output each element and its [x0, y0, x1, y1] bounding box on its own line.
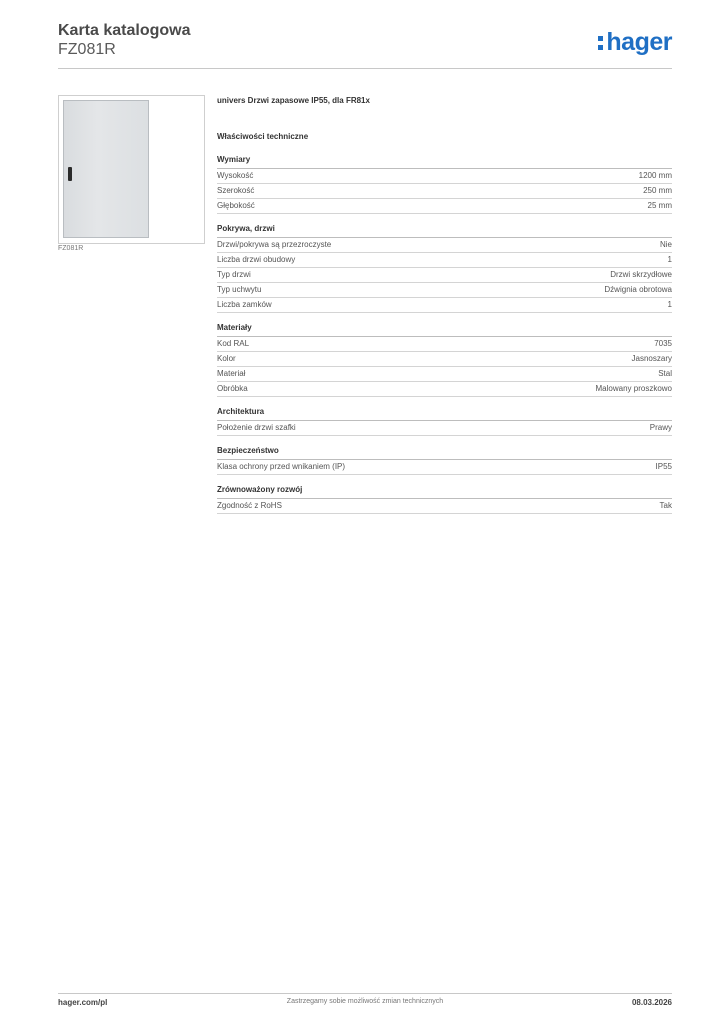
spec-row: [217, 283, 672, 298]
spec-section: [217, 406, 672, 436]
spec-row: [217, 238, 672, 253]
logo-text: hager: [606, 28, 672, 56]
spec-value: Tak: [659, 501, 672, 510]
section-title: Materiały: [217, 322, 672, 337]
spec-value: 1: [667, 255, 672, 264]
spec-row: [217, 184, 672, 199]
spec-sections: [217, 154, 672, 514]
spec-label: Obróbka: [217, 384, 248, 393]
spec-value: 1: [667, 300, 672, 309]
header-divider: [58, 68, 672, 69]
footer-divider: [58, 993, 672, 994]
spec-row: [217, 382, 672, 397]
spec-row: [217, 337, 672, 352]
spec-value: Prawy: [649, 423, 672, 432]
spec-row: [217, 253, 672, 268]
spec-value: Malowany proszkowo: [595, 384, 672, 393]
technical-content: [217, 95, 672, 523]
logo-dots-icon: [598, 33, 604, 51]
hager-logo: [598, 28, 672, 57]
spec-value: Stal: [658, 369, 672, 378]
product-description: univers Drzwi zapasowe IP55, dla FR81x: [217, 96, 370, 105]
spec-row: [217, 499, 672, 514]
spec-label: Typ uchwytu: [217, 285, 262, 294]
spec-label: Liczba drzwi obudowy: [217, 255, 296, 264]
spec-value: 25 mm: [647, 201, 672, 210]
spec-label: Drzwi/pokrywa są przezroczyste: [217, 240, 332, 249]
spec-section: [217, 154, 672, 214]
spec-row: [217, 169, 672, 184]
spec-row: [217, 268, 672, 283]
spec-value: Drzwi skrzydłowe: [610, 270, 672, 279]
section-title: Bezpieczeństwo: [217, 445, 672, 460]
spec-label: Wysokość: [217, 171, 254, 180]
spec-row: [217, 199, 672, 214]
page-header: [58, 20, 672, 70]
document-title: Karta katalogowa: [58, 22, 191, 39]
product-code: FZ081R: [58, 41, 116, 58]
spec-value: Jasnoszary: [631, 354, 672, 363]
spec-section: [217, 484, 672, 514]
spec-value: 7035: [654, 339, 672, 348]
spec-label: Typ drzwi: [217, 270, 251, 279]
spec-label: Klasa ochrony przed wnikaniem (IP): [217, 462, 346, 471]
footer-website-link[interactable]: hager.com/pl: [58, 998, 108, 1007]
spec-section: [217, 445, 672, 475]
product-image: [58, 95, 205, 244]
section-title: Zrównoważony rozwój: [217, 484, 672, 499]
spec-label: Położenie drzwi szafki: [217, 423, 296, 432]
section-title: Architektura: [217, 406, 672, 421]
spec-section: [217, 322, 672, 397]
spec-value: IP55: [655, 462, 672, 471]
spec-label: Zgodność z RoHS: [217, 501, 282, 510]
door-handle-icon: [68, 167, 72, 181]
spec-row: [217, 460, 672, 475]
spec-value: Nie: [659, 240, 672, 249]
spec-value: 1200 mm: [638, 171, 672, 180]
spec-value: Dźwignia obrotowa: [604, 285, 672, 294]
footer-disclaimer: Zastrzegamy sobie możliwość zmian technicznych: [286, 998, 444, 1005]
spec-section: [217, 223, 672, 313]
door-panel-icon: [63, 100, 149, 238]
section-title: Pokrywa, drzwi: [217, 223, 672, 238]
spec-value: 250 mm: [643, 186, 672, 195]
spec-label: Liczba zamków: [217, 300, 272, 309]
spec-label: Materiał: [217, 369, 246, 378]
spec-label: Głębokość: [217, 201, 255, 210]
spec-row: [217, 367, 672, 382]
technical-properties-title: Właściwości techniczne: [217, 132, 309, 141]
spec-label: Kolor: [217, 354, 236, 363]
section-title: Wymiary: [217, 154, 672, 169]
footer-date: 08.03.2026: [631, 998, 672, 1007]
spec-row: [217, 298, 672, 313]
image-caption: FZ081R: [58, 245, 84, 252]
spec-label: Kod RAL: [217, 339, 250, 348]
spec-label: Szerokość: [217, 186, 255, 195]
spec-row: [217, 421, 672, 436]
spec-row: [217, 352, 672, 367]
